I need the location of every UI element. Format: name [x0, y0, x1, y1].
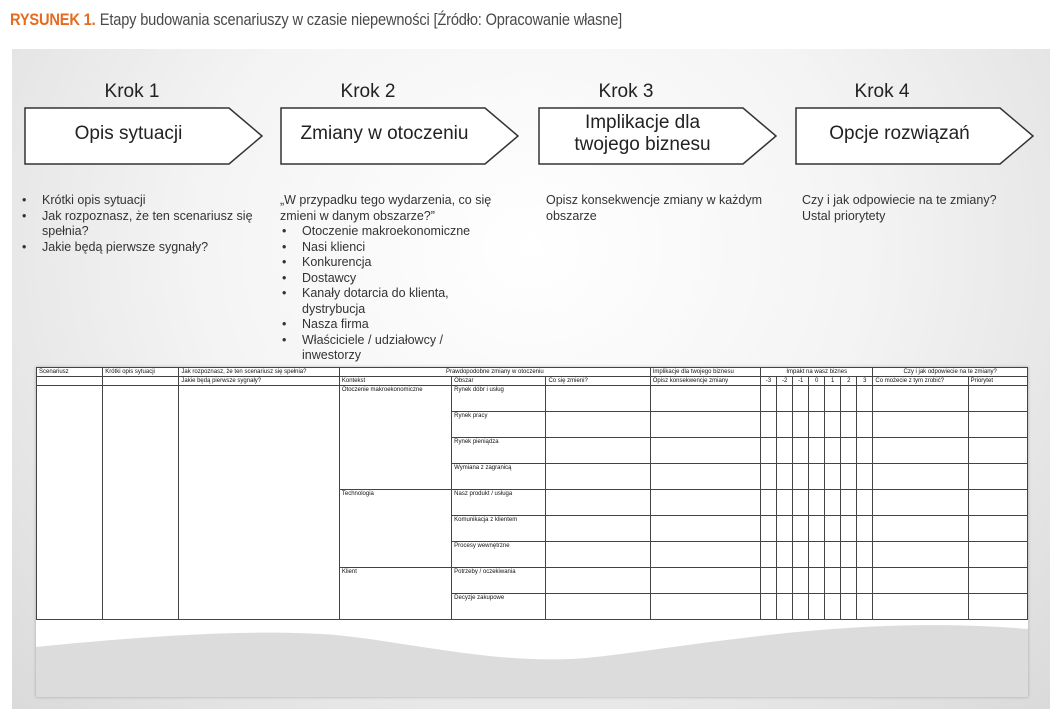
step-2-bullet: • Nasza firma	[302, 317, 505, 333]
scenario-worksheet	[36, 367, 1028, 697]
header-cell: Kontekst	[339, 377, 451, 386]
step-2-box-label: Zmiany w otoczeniu	[300, 123, 469, 144]
table-cell: Nasz produkt / usługa	[452, 490, 546, 516]
step-3-description	[546, 193, 781, 224]
table-cell: Komunikacja z klientem	[452, 516, 546, 542]
step-1-box-label: Opis sytuacji	[74, 123, 183, 144]
header-cell: Co możecie z tym zrobić?	[873, 377, 968, 386]
header-cell: Priorytet	[968, 377, 1027, 386]
impact-scale-cell: -1	[793, 377, 809, 386]
step-2-bullet: • Dostawcy	[302, 271, 505, 287]
step-2-description	[280, 193, 505, 364]
header-cell: Obszar	[452, 377, 546, 386]
figure-caption	[10, 10, 622, 30]
step-4-description	[802, 193, 1022, 224]
step-2-bullet: • Właściciele / udziałowcy / inwestorzy	[302, 333, 505, 364]
table-cell: Wymiana z zagranicą	[452, 464, 546, 490]
header-cell: Prawdopodobne zmiany w otoczeniu	[339, 368, 650, 377]
impact-scale-cell: 1	[825, 377, 841, 386]
step-4-title: Krok 4	[854, 81, 910, 102]
header-cell: Czy i jak odpowiecie na te zmiany?	[873, 368, 1028, 377]
table-cell: Procesy wewnętrzne	[452, 542, 546, 568]
step-3-box-label: Implikacje dla twojego biznesu	[574, 112, 711, 155]
table-cell: Otoczenie makroekonomiczne	[339, 386, 451, 490]
impact-scale-cell: -2	[777, 377, 793, 386]
figure-label: RYSUNEK 1.	[10, 10, 96, 29]
header-cell: Implikacje dla twojego biznesu	[650, 368, 760, 377]
step-1-bullet: • Krótki opis sytuacji	[42, 193, 260, 209]
step-2-bullet: • Nasi klienci	[302, 240, 505, 256]
header-cell: Jak rozpoznasz, że ten scenariusz się spełnia?	[179, 368, 339, 377]
impact-scale-cell: 3	[857, 377, 873, 386]
step-2-bullet: • Konkurencja	[302, 255, 505, 271]
header-cell: Jakie będą pierwsze sygnały?	[179, 377, 339, 386]
figure-caption-text: Etapy budowania scenariuszy w czasie niepewności [Źródło: Opracowanie własne]	[99, 10, 623, 29]
impact-scale-cell: 2	[841, 377, 857, 386]
table-cell: Rynek dóbr i usług	[452, 386, 546, 412]
step-1-bullet: • Jak rozpoznasz, że ten scenariusz się spełnia?	[42, 209, 260, 240]
table-cell: Klient	[339, 568, 451, 620]
step-1-description	[20, 193, 260, 255]
impact-scale-cell: -3	[761, 377, 777, 386]
step-3-title: Krok 3	[598, 81, 654, 102]
header-cell: Impakt na wasz biznes	[761, 368, 873, 377]
step-1-title: Krok 1	[104, 81, 160, 102]
header-cell: Krótki opis sytuacji	[103, 368, 179, 377]
table-cell: Rynek pracy	[452, 412, 546, 438]
table-cell: Technologia	[339, 490, 451, 568]
torn-edge	[36, 367, 1028, 697]
header-cell: Scenariusz	[37, 368, 103, 377]
header-cell: Co się zmieni?	[546, 377, 650, 386]
table-cell: Decyzje zakupowe	[452, 594, 546, 620]
step-2-intro: „W przypadku tego wydarzenia, co się zmieni w danym obszarze?”	[280, 193, 492, 223]
step-1-bullet: • Jakie będą pierwsze sygnały?	[42, 240, 260, 256]
impact-scale-cell: 0	[809, 377, 825, 386]
step-2-title: Krok 2	[340, 81, 396, 102]
step-3-text: Opisz konsekwencje zmiany w każdym obszarze	[546, 193, 763, 223]
table-cell: Potrzeby / oczekiwania	[452, 568, 546, 594]
header-cell: Opisz konsekwencje zmiany	[650, 377, 760, 386]
table-cell: Rynek pieniądza	[452, 438, 546, 464]
step-4-text: Czy i jak odpowiecie na te zmiany? Ustal priorytety	[802, 193, 997, 223]
step-2-bullet: • Otoczenie makroekonomiczne	[302, 224, 505, 240]
step-4-box-label: Opcje rozwiązań	[829, 123, 970, 144]
diagram-panel	[12, 49, 1050, 709]
step-2-bullet: • Kanały dotarcia do klienta, dystrybucja	[302, 286, 505, 317]
